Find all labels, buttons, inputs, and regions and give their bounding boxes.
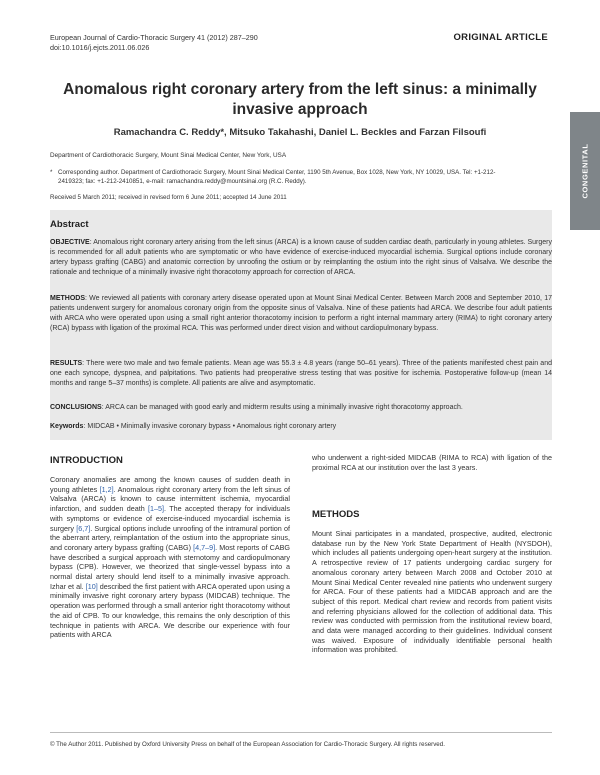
correspondence-text: Corresponding author. Department of Cardiothoracic Surgery, Mount Sinai Medical Center, 1190 5th Avenue, Box 1028, New York, NY 10029, USA. Tel: +1-212-2419323; fax: +1-212-2410851, e-mail: ramachandra.reddy@mountsinai.org (R.C. Reddy). bbox=[58, 169, 496, 185]
methods-heading: METHODS bbox=[312, 509, 360, 520]
introduction-continued: who underwent a right-sided MIDCAB (RIMA to RCA) with ligation of the proximal RCA at our institution over the last 3 years. bbox=[312, 453, 552, 472]
intro-text-4: . Surgical options include unroofing of the intramural portion of the aberrant artery, reimplantation of the ostium into the appropriate sinus, and coronary artery bypass grafting (CABG) bbox=[50, 523, 291, 552]
article-type-label: ORIGINAL ARTICLE bbox=[453, 32, 548, 43]
conclusions-text: : ARCA can be managed with good early and midterm results using a minimally invasive right thoracotomy approach. bbox=[101, 404, 463, 411]
intro-text-3: . The accepted therapy for individuals with symptoms or evidence of exercise-induced myocardial ischemia is surgery bbox=[50, 504, 290, 533]
section-side-tab bbox=[570, 112, 600, 230]
intro-text-5: . Most reports of CABG have described a surgical approach with sternotomy and cardiopulmonary bypass (CPB). However, we theorized that single-vessel bypass into a normal distal artery should lend itself to a minimally invasive approach. Izhar et al. bbox=[50, 542, 291, 591]
results-text: : There were two male and two female patients. Mean age was 55.3 ± 4.8 years (range 50–61 years). Three of the patients manifested chest pain and one each syncope, dyspnea, and palpitations. Two patients had preoperative stress testing that was positive for ischemia. Postoperative follow-up (mean 14 months and range 5–37 months) is complete. All patients are alive and asymptomatic. bbox=[50, 360, 552, 387]
abstract-objective bbox=[50, 238, 552, 278]
abstract-heading: Abstract bbox=[50, 219, 89, 230]
abstract-conclusions bbox=[50, 403, 552, 413]
conclusions-label: CONCLUSIONS bbox=[50, 404, 102, 411]
methods-body: Mount Sinai participates in a mandated, prospective, audited, electronic database run by the New York State Department of Health (NYSDOH), which includes all patients undergoing open-heart surgery at the institution. A retrospective review of 17 patients undergoing cardiac surgery for anomalous coronary artery between March 2008 and October 2010 at Mount Sinai Medical Center revealed nine patients who underwent surgery for ARCA. Four of these patients had a MIDCAB approach and are the subject of this report. Medical chart review and records from patient visits and referring physicians allowed for the collection of additional data. This review was conducted with permission from the institutional review board, and data were managed according to their guidelines. Individual consent was waived. Exposure of individually identifiable personal health information was prohibited. bbox=[312, 529, 552, 655]
corresponding-star: * bbox=[50, 169, 53, 176]
citation-link[interactable]: [1,2] bbox=[99, 484, 114, 494]
side-tab-label: CONGENITAL bbox=[580, 143, 590, 199]
article-title: Anomalous right coronary artery from the left sinus: a minimally invasive approach bbox=[63, 81, 537, 118]
intro-text-2: . Anomalous right coronary artery from the left sinus of Valsalva (ARCA) is known to cause intermittent ischemia, myocardial infarction, and sudden death bbox=[50, 484, 290, 514]
journal-citation: European Journal of Cardio-Thoracic Surgery 41 (2012) 287–290 bbox=[50, 33, 258, 42]
introduction-heading: INTRODUCTION bbox=[50, 455, 123, 466]
introduction-body bbox=[50, 475, 290, 640]
copyright-footer: © The Author 2011. Published by Oxford University Press on behalf of the European Association for Cardio-Thoracic Surgery. All rights reserved. bbox=[50, 741, 445, 748]
intro-text-6: described the first patient with ARCA operated upon using a minimally invasive right coronary artery bypass (MIDCAB) technique. The operation was performed through a small anterior right thoracotomy without the aid of CPB. To our knowledge, this remains the only description of this technique in patients with ARCA. We describe our experience with four patients with ARCA bbox=[50, 581, 290, 640]
abstract-keywords bbox=[50, 422, 552, 432]
results-label: RESULTS bbox=[50, 360, 83, 367]
abstract-box bbox=[50, 210, 552, 440]
affiliation: Department of Cardiothoracic Surgery, Mount Sinai Medical Center, New York, USA bbox=[50, 152, 287, 159]
correspondence-note bbox=[50, 168, 520, 186]
journal-header bbox=[50, 33, 258, 53]
objective-text: : Anomalous right coronary artery arising from the left sinus (ARCA) is a known cause of sudden cardiac death, particularly in young athletes. Surgery is recommended for all adult patients who are symptomatic or who have evidence of exercise-induced myocardial ischemia. Surgical options include coronary artery bypass grafting (CABG) and anatomic correction by unroofing the ostium or by reimplanting the ostium into the right sinus of Valsalva. We describe the rationale and technique of a minimally invasive right thoracotomy approach for correction of ARCA. bbox=[50, 239, 552, 276]
abstract-results bbox=[50, 359, 552, 389]
citation-link[interactable]: [10] bbox=[85, 581, 98, 591]
citation-link[interactable]: [6,7] bbox=[76, 523, 91, 533]
citation-link[interactable]: [1–5] bbox=[148, 504, 165, 514]
doi[interactable]: doi:10.1016/j.ejcts.2011.06.026 bbox=[50, 43, 150, 52]
keywords-label: Keywords bbox=[50, 423, 84, 430]
received-dates: Received 5 March 2011; received in revised form 6 June 2011; accepted 14 June 2011 bbox=[50, 194, 287, 201]
footer-divider bbox=[50, 732, 552, 733]
intro-text-1: Coronary anomalies are among the known causes of sudden death in young athletes bbox=[50, 475, 290, 494]
keywords-text: : MIDCAB • Minimally invasive coronary bypass • Anomalous right coronary artery bbox=[83, 423, 337, 430]
objective-label: OBJECTIVE bbox=[50, 239, 90, 246]
author-list: Ramachandra C. Reddy*, Mitsuko Takahashi, Daniel L. Beckles and Farzan Filsoufi bbox=[113, 127, 487, 138]
citation-link[interactable]: [4,7–9] bbox=[193, 542, 216, 552]
abstract-methods bbox=[50, 294, 552, 334]
methods-label: METHODS bbox=[50, 295, 85, 302]
methods-text: : We reviewed all patients with coronary artery disease operated upon at Mount Sinai Medical Center. Between March 2008 and September 2010, 17 patients underwent surgery for anomalous coronary origin from the opposite sinus of Valsalva. Nine of these patients had ARCA. We describe four adult patients with ARCA who were operated upon using a small right anterior thoracotomy incision to perform a right internal mammary artery (RIMA) to right coronary artery (RCA) bypass with ligation of the proximal RCA. This was performed under direct vision and without cardiopulmonary bypass. bbox=[50, 295, 552, 332]
